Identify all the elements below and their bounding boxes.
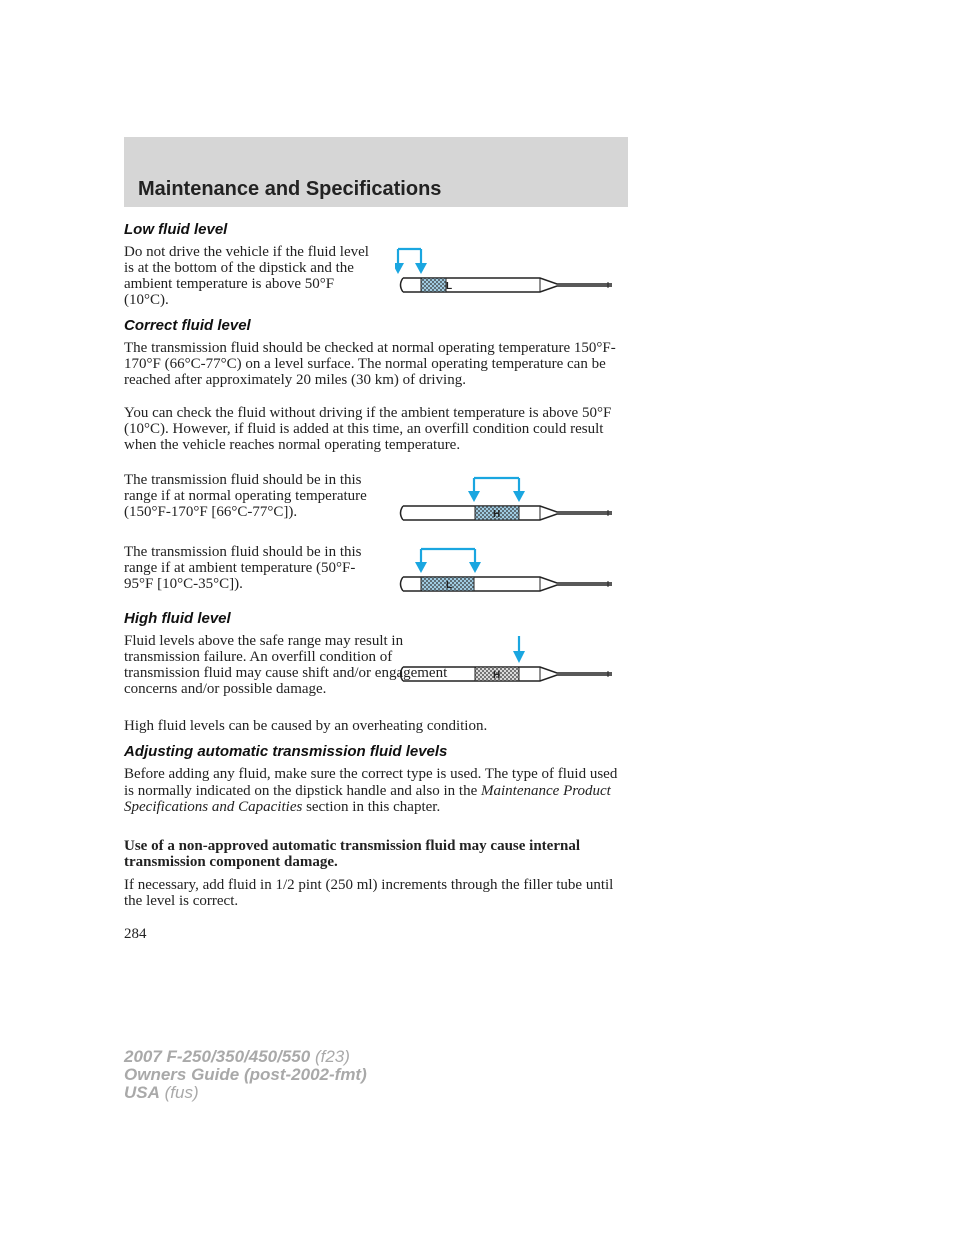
correct-fluid-para-1: The transmission fluid should be checked at normal operating temperature 150°F-170°F (66°C-77°C) on a level surface. The normal operating temperature can be reached after approximately 20 miles (30 km) of driving.	[124, 340, 616, 388]
dipstick-low-illustration	[395, 244, 617, 300]
dipstick-low-mark: L	[446, 580, 453, 591]
dipstick-high-mark: H	[493, 670, 501, 681]
document-footer	[124, 1048, 367, 1102]
arrow-down	[513, 636, 525, 663]
page-title: Maintenance and Specifications	[138, 178, 442, 200]
page-number: 284	[124, 926, 147, 942]
heading-high-fluid: High fluid level	[124, 610, 231, 627]
correct-fluid-para-4: The transmission fluid should be in this range if at ambient temperature (50°F-95°F [10°C-35°C]).	[124, 544, 362, 592]
footer-line-3	[124, 1084, 367, 1102]
arrow-bracket	[395, 249, 427, 274]
high-fluid-para-2: High fluid levels can be caused by an overheating condition.	[124, 718, 488, 734]
heading-low-fluid: Low fluid level	[124, 221, 228, 238]
dipstick-body	[401, 278, 613, 292]
footer-guide-type: Owners Guide (post-2002-fmt)	[124, 1065, 367, 1084]
adjusting-para-1-end: section in this chapter.	[302, 799, 441, 815]
correct-fluid-para-2: You can check the fluid without driving if the ambient temperature is above 50°F (10°C). However, if fluid is added at this time, an overfill condition could result when the vehicle reaches normal operating temperature.	[124, 405, 612, 453]
low-fluid-text: Do not drive the vehicle if the fluid level is at the bottom of the dipstick and the ambient temperature is above 50°F (10°C).	[124, 244, 369, 308]
heading-correct-fluid: Correct fluid level	[124, 317, 251, 334]
footer-market: USA	[124, 1083, 160, 1102]
capacities-section-reference: Maintenance Product Specifications and Capacities	[124, 782, 611, 815]
arrow-bracket	[468, 478, 525, 502]
high-fluid-para-1-text: Fluid levels above the safe range may result in transmission failure. An overfill condition of transmission fluid may cause shift and/or engagement concerns and/or possible damage.	[124, 633, 448, 697]
footer-model-code: (f23)	[310, 1047, 350, 1066]
section-header	[124, 137, 628, 207]
dipstick-ambient-illustration	[395, 545, 617, 595]
adjusting-para-1-start: Before adding any fluid, make sure the correct type is used. The type of fluid used is normally indicated on the dipstick handle and also in the	[124, 766, 618, 799]
dipstick-body	[401, 577, 613, 591]
correct-fluid-para-3: The transmission fluid should be in this range if at normal operating temperature (150°F-170°F [66°C-77°C]).	[124, 472, 367, 520]
dipstick-high-mark: H	[493, 509, 501, 520]
dipstick-body	[401, 506, 613, 520]
footer-market-code: (fus)	[159, 1083, 199, 1102]
footer-line-2	[124, 1066, 367, 1084]
adjusting-para-1	[124, 766, 622, 816]
arrow-bracket	[415, 549, 481, 573]
fluid-warning: Use of a non-approved automatic transmission fluid may cause internal transmission component damage.	[124, 838, 580, 870]
heading-adjusting-fluid: Adjusting automatic transmission fluid levels	[124, 743, 448, 760]
footer-model: 2007 F-250/350/450/550	[124, 1047, 311, 1066]
dipstick-operating-illustration	[395, 475, 617, 525]
dipstick-low-mark: L	[446, 281, 453, 292]
adjusting-para-2: If necessary, add fluid in 1/2 pint (250 ml) increments through the filler tube until the level is correct.	[124, 877, 614, 909]
dipstick-high-illustration	[395, 635, 617, 685]
footer-line-1	[124, 1048, 367, 1066]
dipstick-body	[401, 667, 613, 681]
